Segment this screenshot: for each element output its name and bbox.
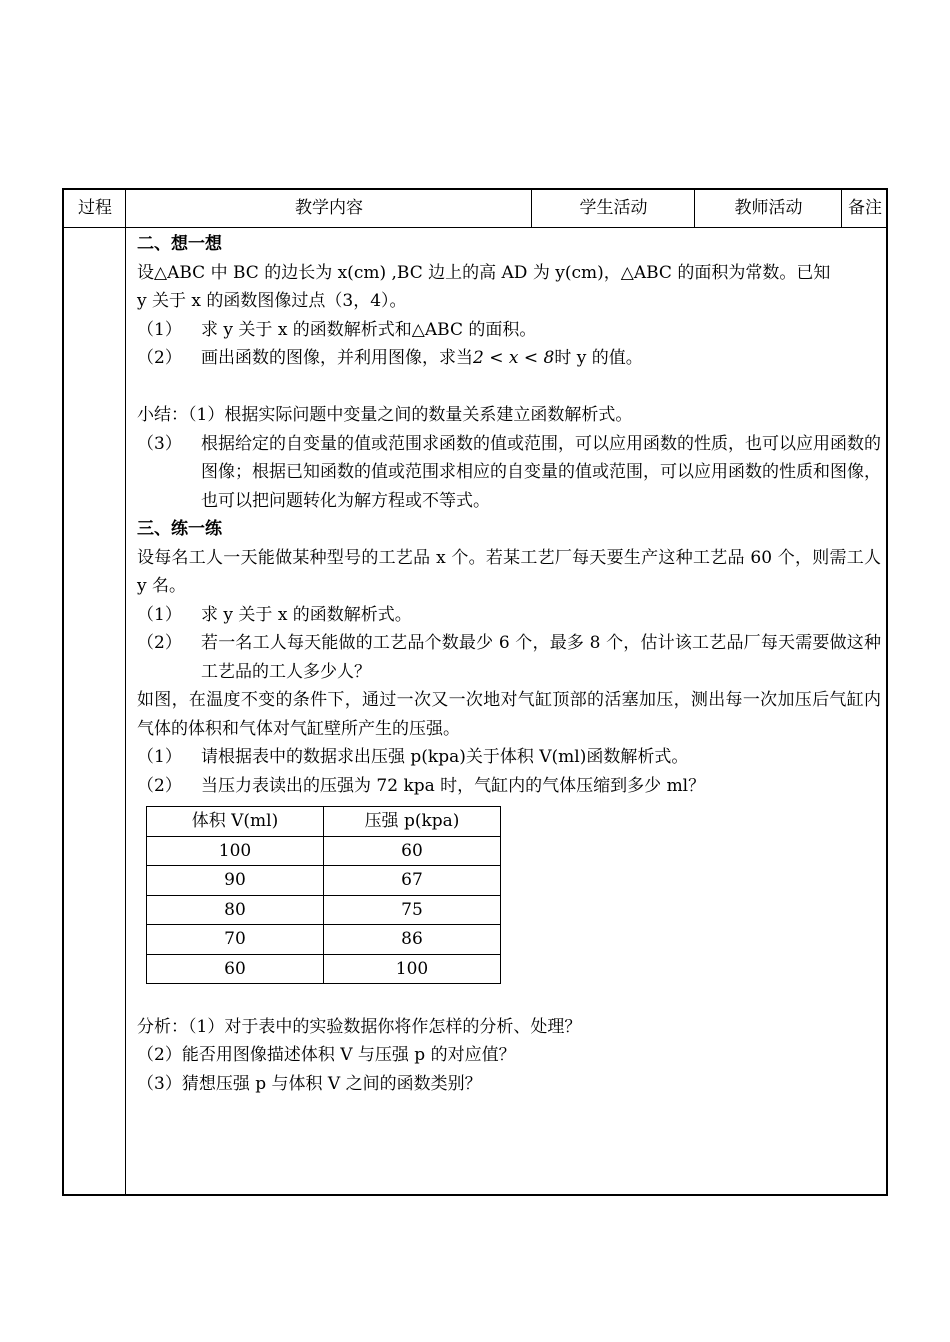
- table-cell-pressure: 60: [324, 836, 501, 866]
- table-cell-volume: 60: [147, 954, 324, 984]
- analysis-line: 分析：（1）对于表中的实验数据你将作怎样的分析、处理？: [137, 1016, 582, 1037]
- list-number: （2）: [137, 775, 182, 796]
- column-divider-teacher: [841, 190, 842, 227]
- list-item: [137, 743, 881, 772]
- summary-line: 小结：（1）根据实际问题中变量之间的数量关系建立函数解析式。: [137, 405, 633, 425]
- table-row: [147, 836, 501, 866]
- table-cell-volume: 70: [147, 925, 324, 955]
- spacer: [137, 373, 881, 402]
- table-cell-volume: 100: [147, 836, 324, 866]
- table-header-row: [147, 807, 501, 837]
- column-divider-content: [531, 190, 532, 227]
- table-cell-pressure: 67: [324, 866, 501, 896]
- table-cell-volume: 80: [147, 895, 324, 925]
- header-process: 过程: [78, 198, 112, 218]
- list-number: （2）: [137, 633, 182, 653]
- inequality-formula: 2 < x < 8: [473, 348, 555, 368]
- problem-cylinder: 如图，在温度不变的条件下，通过一次又一次地对气缸顶部的活塞加压，测出每一次加压后气缸内气体的体积和气体对气缸壁所产生的压强。: [137, 690, 881, 739]
- list-item: [137, 772, 881, 801]
- table-row: [147, 895, 501, 925]
- list-text: 画出函数的图像，并利用图像，求当: [201, 348, 473, 368]
- analysis-line: （2）能否用图像描述体积 V 与压强 p 的对应值？: [137, 1045, 516, 1065]
- table-cell-volume: 90: [147, 866, 324, 896]
- table-row: [147, 925, 501, 955]
- lesson-plan-table: [62, 188, 888, 1196]
- list-text: 请根据表中的数据求出压强 p(kpa)关于体积 V(ml)函数解析式。: [201, 747, 689, 767]
- section-title-think: 二、想一想: [137, 234, 222, 254]
- list-item: [137, 430, 881, 516]
- section-title-practice: 三、练一练: [137, 519, 222, 539]
- analysis-line: （3）猜想压强 p 与体积 V 之间的函数类别？: [137, 1073, 482, 1094]
- problem-triangle-line2: y 关于 x 的函数图像过点（3，4）。: [137, 291, 407, 311]
- list-text: 当压力表读出的压强为 72 kpa 时，气缸内的气体压缩到多少 ml？: [201, 775, 706, 796]
- table-header-volume: 体积 V(ml): [147, 807, 324, 837]
- problem-triangle-line1: 设△ABC 中 BC 的边长为 x(cm) ,BC 边上的高 AD 为 y(cm)，△ABC 的面积为常数。已知: [137, 262, 831, 283]
- teaching-content: [137, 230, 881, 1098]
- volume-pressure-table: [146, 806, 501, 984]
- table-row: [147, 954, 501, 984]
- column-divider-process: [125, 190, 126, 1194]
- list-text: 若一名工人每天能做的工艺品个数最少 6 个，最多 8 个，估计该工艺品厂每天需要做这种工艺品的工人多少人？: [201, 633, 881, 682]
- header-teaching-content: 教学内容: [295, 198, 363, 218]
- header-divider: [64, 227, 886, 228]
- list-text: 求 y 关于 x 的函数解析式。: [201, 604, 412, 625]
- header-notes: 备注: [848, 198, 882, 218]
- table-header-pressure: 压强 p(kpa): [324, 807, 501, 837]
- table-cell-pressure: 75: [324, 895, 501, 925]
- list-item: [137, 316, 881, 345]
- list-item: [137, 344, 881, 373]
- list-number: （3）: [137, 433, 182, 454]
- list-text: 根据给定的自变量的值或范围求函数的值或范围，可以应用函数的性质，也可以应用函数的图像；根据已知函数的值或范围求相应的自变量的值或范围，可以应用函数的性质和图像，也可以把问题转化为解方程或不等式。: [201, 433, 881, 511]
- table-cell-pressure: 100: [324, 954, 501, 984]
- problem-workers: 设每名工人一天能做某种型号的工艺品 x 个。若某工艺厂每天要生产这种工艺品 60 个，则需工人 y 名。: [137, 547, 881, 596]
- list-text: 求 y 关于 x 的函数解析式和△ABC 的面积。: [201, 319, 537, 340]
- list-item: [137, 629, 881, 686]
- list-number: （2）: [137, 348, 182, 368]
- table-row: [147, 866, 501, 896]
- list-item: [137, 601, 881, 630]
- column-divider-student: [694, 190, 695, 227]
- table-cell-pressure: 86: [324, 925, 501, 955]
- list-number: （1）: [137, 604, 182, 625]
- list-number: （1）: [137, 747, 182, 767]
- list-text: 时 y 的值。: [554, 348, 643, 368]
- header-student-activity: 学生活动: [579, 198, 648, 218]
- list-number: （1）: [137, 319, 182, 340]
- header-teacher-activity: 教师活动: [734, 198, 803, 218]
- spacer: [137, 984, 881, 1013]
